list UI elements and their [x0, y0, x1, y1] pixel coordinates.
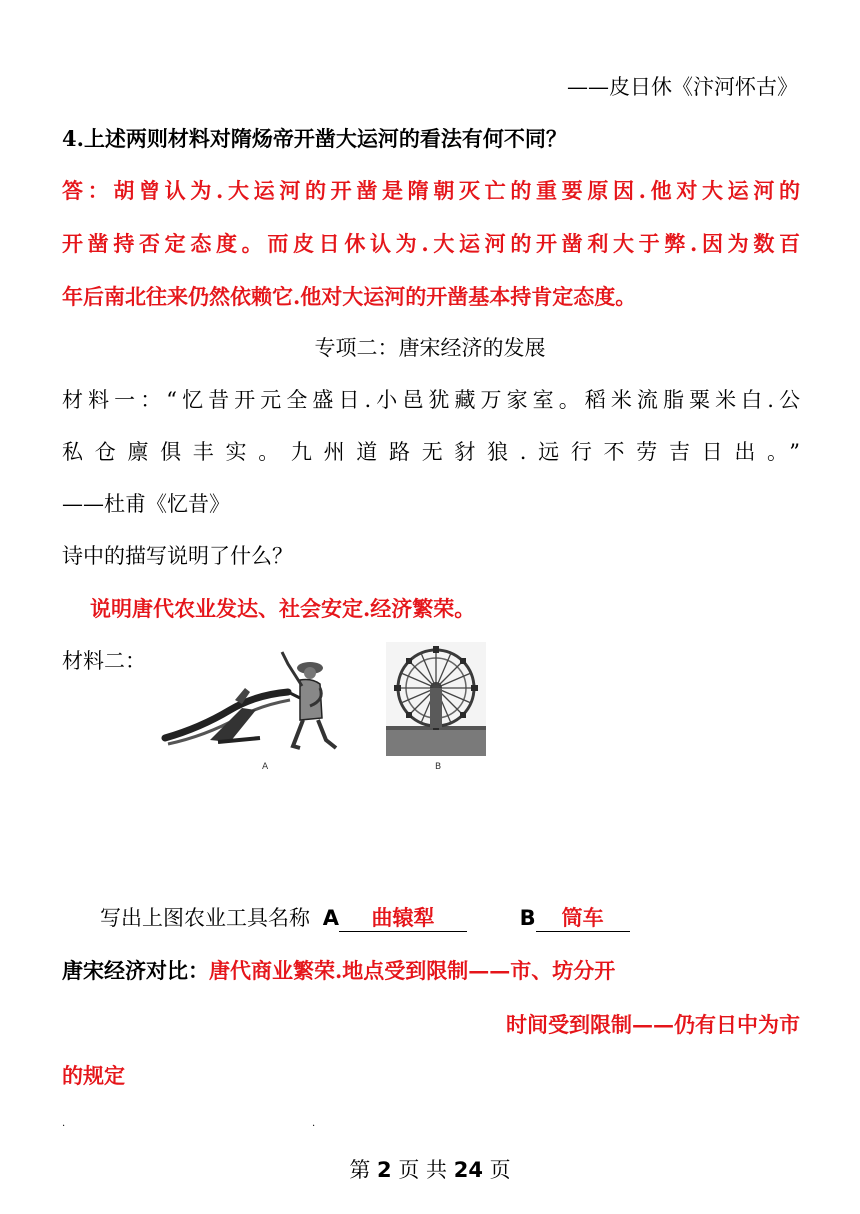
- poem-answer: 说明唐代农业发达、社会安定.经济繁荣。: [90, 596, 476, 621]
- plough-farmer-figure: [160, 640, 345, 755]
- question-text: 上述两则材料对隋炀帝开凿大运河的看法有何不同？: [83, 126, 567, 151]
- compare-line-1: [62, 956, 615, 986]
- poem-question: 诗中的描写说明了什么？: [62, 544, 293, 568]
- figure-a-caption: A: [262, 762, 269, 772]
- footer-pre: 第: [349, 1158, 371, 1182]
- tool-b-answer: 筒车: [536, 905, 630, 932]
- question-number: 4.: [62, 126, 84, 151]
- material1-line-1: 材料一：“忆昔开元全盛日.小邑犹藏万家室。稻米流脂粟米白.公: [62, 388, 800, 412]
- tool-a-letter: A: [322, 906, 339, 930]
- tool-prompt: 写出上图农业工具名称: [100, 906, 310, 930]
- section-title: 专项二：唐宋经济的发展: [314, 336, 546, 360]
- compare-line-3: 的规定: [62, 1063, 125, 1088]
- answer-line-3: 年后南北往来仍然依赖它.他对大运河的开凿基本持肯定态度。: [62, 284, 637, 309]
- material1-source: ——杜甫《忆昔》: [62, 492, 230, 516]
- figure-b-caption: B: [435, 762, 442, 772]
- material2-label: 材料二：: [62, 649, 146, 673]
- compare-label: 唐宋经济对比：: [62, 958, 209, 983]
- waterwheel-figure: [386, 642, 486, 756]
- footer-total-pages: 24: [453, 1158, 483, 1182]
- material1-line-2: 私仓廪俱丰实。九州道路无豺狼.远行不劳吉日出。”: [62, 440, 800, 464]
- mark-dot: .: [312, 1118, 316, 1129]
- answer-line-1: 答：胡曾认为.大运河的开凿是隋朝灭亡的重要原因.他对大运河的: [62, 178, 800, 203]
- tool-names-line: [100, 903, 630, 933]
- answer-line-2: 开凿持否定态度。而皮日休认为.大运河的开凿利大于弊.因为数百: [62, 231, 800, 256]
- question-4: [62, 124, 567, 154]
- tool-a-answer: 曲辕犁: [339, 905, 467, 932]
- footer-page-number: 2: [377, 1158, 392, 1182]
- compare-text-1: 唐代商业繁荣.地点受到限制——市、坊分开: [209, 958, 616, 983]
- mark-dot: .: [62, 1118, 66, 1129]
- compare-line-2: 时间受到限制——仍有日中为市: [506, 1012, 800, 1037]
- poem-source-line: ——皮日休《汴河怀古》: [567, 75, 798, 99]
- page-footer: [0, 1154, 860, 1184]
- footer-mid: 页 共: [398, 1158, 448, 1182]
- footer-post: 页: [489, 1158, 511, 1182]
- tool-b-letter: B: [519, 906, 536, 930]
